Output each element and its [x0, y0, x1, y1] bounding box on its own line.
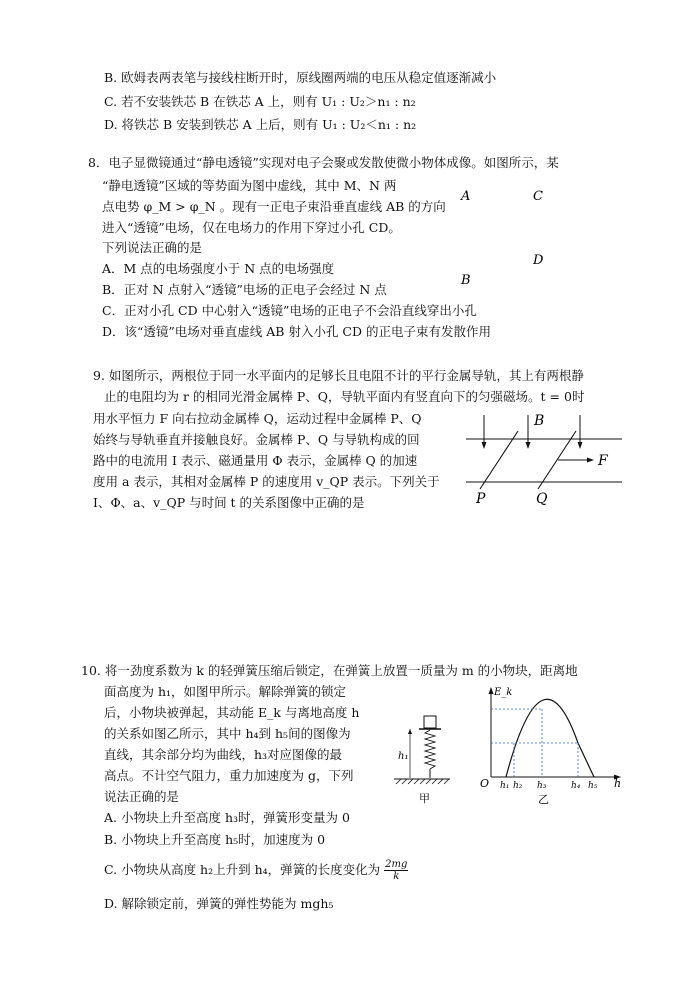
- q10-figure-jia: [392, 712, 452, 808]
- q8-stem-line1: 8．电子显微镜通过“静电透镜”实现对电子会聚或发散使微小物体成像。如图所示，某: [88, 155, 559, 170]
- q10-graph-tick-h1: h₁: [500, 781, 510, 791]
- q10-graph-xlabel: h: [614, 777, 622, 790]
- q10-stem-line7: 说法正确的是: [104, 789, 180, 804]
- q9-field-arrowhead-3: [578, 442, 583, 449]
- q10-fraction-numerator: 2mg: [385, 859, 408, 870]
- q10-graph-tick-h4: h₄: [571, 781, 581, 791]
- q8-fig-label-d: D: [533, 253, 544, 268]
- q9-field-arrowhead-2: [526, 442, 531, 449]
- q7-option-d: D. 将铁芯 B 安装到铁芯 A 上后，则有 U₁ : U₂＜n₁ : n₂: [104, 117, 417, 132]
- q7-option-c: C. 若不安装铁芯 B 在铁芯 A 上，则有 U₁ : U₂＞n₁ : n₂: [104, 94, 416, 109]
- q9-stem-line2: 止的电阻均为 r 的相同光滑金属棒 P、Q，导轨平面内有竖直向下的匀强磁场。t = 0时: [104, 389, 585, 404]
- q10-graph-ylabel: E_k: [494, 687, 513, 698]
- q10-block: [424, 716, 436, 728]
- q9-fig-label-p: P: [476, 491, 486, 505]
- q10-graph-tick-h2: h₂: [513, 781, 523, 791]
- q8-fig-label-b: B: [461, 273, 471, 288]
- q10-fraction-denominator: k: [393, 871, 400, 882]
- q10-caption-jia: 甲: [419, 792, 430, 805]
- q10-caption-yi: 乙: [538, 793, 549, 806]
- q8-figure: [455, 182, 565, 292]
- q9-stem-line1: 9. 如图所示，两根位于同一水平面内的足够长且电阻不计的平行金属导轨，其上有两根静: [93, 368, 584, 383]
- q8-stem-line5: 下列说法正确的是: [102, 240, 203, 255]
- q9-stem-line3: 用水平恒力 F 向右拉动金属棒 Q，运动过程中金属棒 P、Q: [93, 411, 422, 426]
- q10-h1-arrowhead: [408, 729, 412, 734]
- q7-option-b: B. 欧姆表两表笔与接线柱断开时，原线圈两端的电压从稳定值逐渐减小: [104, 70, 497, 85]
- q10-stem-line2: 面高度为 h₁，如图甲所示。解除弹簧的锁定: [104, 684, 347, 699]
- q9-rails-figure: [462, 405, 627, 505]
- q10-graph-tick-h3: h₃: [537, 781, 547, 791]
- q9-fig-label-f: F: [598, 453, 608, 469]
- q8-stem-line2: “静电透镜”区域的等势面为图中虚线，其中 M、N 两: [102, 178, 397, 193]
- q9-force-arrowhead: [587, 458, 594, 463]
- q10-option-b: B. 小物块上升至高度 h₅时，加速度为 0: [104, 832, 326, 847]
- q10-graph-y-arrow: [489, 687, 494, 694]
- q10-figure-yi: [478, 683, 624, 807]
- q10-option-c: [104, 858, 408, 882]
- q9-fig-label-b: B: [534, 413, 545, 429]
- q10-fig-label-h1: h₁: [398, 751, 409, 762]
- q9-stem-line6: 度用 a 表示，其相对金属棒 P 的速度用 v_QP 表示。下列关于: [93, 474, 440, 489]
- q9-stem-line7: I、Φ、a、v_QP 与时间 t 的关系图像中正确的是: [93, 495, 365, 510]
- q10-ground-hatch: [396, 779, 449, 784]
- q8-fig-label-a: A: [461, 189, 471, 204]
- q8-stem-line3: 点电势 φ_M > φ_N 。现有一正电子束沿垂直虚线 AB 的方向: [102, 199, 446, 214]
- q10-stem-line3: 后，小物块被弹起，其动能 E_k 与离地高度 h: [104, 705, 360, 720]
- q10-option-d: D. 解除锁定前，弹簧的弹性势能为 mgh₅: [104, 896, 334, 911]
- q9-stem-line4: 始终与导轨垂直并接触良好。金属棒 P、Q 与导轨构成的回: [93, 432, 420, 447]
- q10-option-c-fraction: [384, 859, 408, 882]
- q10-graph-straight-segment: [578, 743, 594, 777]
- q9-rod-p: [480, 431, 518, 489]
- q10-option-c-text: C. 小物块从高度 h₂上升到 h₄，弹簧的长度变化为: [104, 862, 381, 877]
- q10-graph-origin: O: [480, 777, 490, 790]
- q9-field-arrowhead-1: [482, 442, 487, 449]
- q9-stem-line5: 路中的电流用 I 表示、磁通量用 Φ 表示，金属棒 Q 的加速: [93, 453, 418, 468]
- q9-fig-label-q: Q: [536, 491, 548, 505]
- q8-option-a: A．M 点的电场强度小于 N 点的电场强度: [102, 261, 335, 276]
- q10-stem-line6: 高点。不计空气阻力，重力加速度为 g，下列: [104, 768, 354, 783]
- q10-spring: [425, 730, 435, 769]
- q10-graph-tick-h5: h₅: [588, 781, 598, 791]
- q10-option-a: A. 小物块上升至高度 h₃时，弹簧形变量为 0: [104, 810, 350, 825]
- q8-option-c: C．正对小孔 CD 中心射入“透镜”电场的正电子不会沿直线穿出小孔: [102, 303, 477, 318]
- q10-stem-line4: 的关系如图乙所示，其中 h₄到 h₅间的图像为: [104, 726, 351, 741]
- q8-stem-line4: 进入“透镜”电场，仅在电场力的作用下穿过小孔 CD。: [102, 220, 401, 235]
- q8-option-b: B．正对 N 点射入“透镜”电场的正电子会经过 N 点: [102, 282, 387, 297]
- q8-option-d: D．该“透镜”电场对垂直虚线 AB 射入小孔 CD 的正电子束有发散作用: [102, 324, 491, 339]
- q10-stem-line1: 10. 将一劲度系数为 k 的轻弹簧压缩后锁定，在弹簧上放置一质量为 m 的小物块，距离地: [81, 663, 578, 678]
- q10-stem-line5: 直线，其余部分均为曲线，h₃对应图像的最: [104, 747, 343, 762]
- q8-fig-label-c: C: [533, 189, 543, 204]
